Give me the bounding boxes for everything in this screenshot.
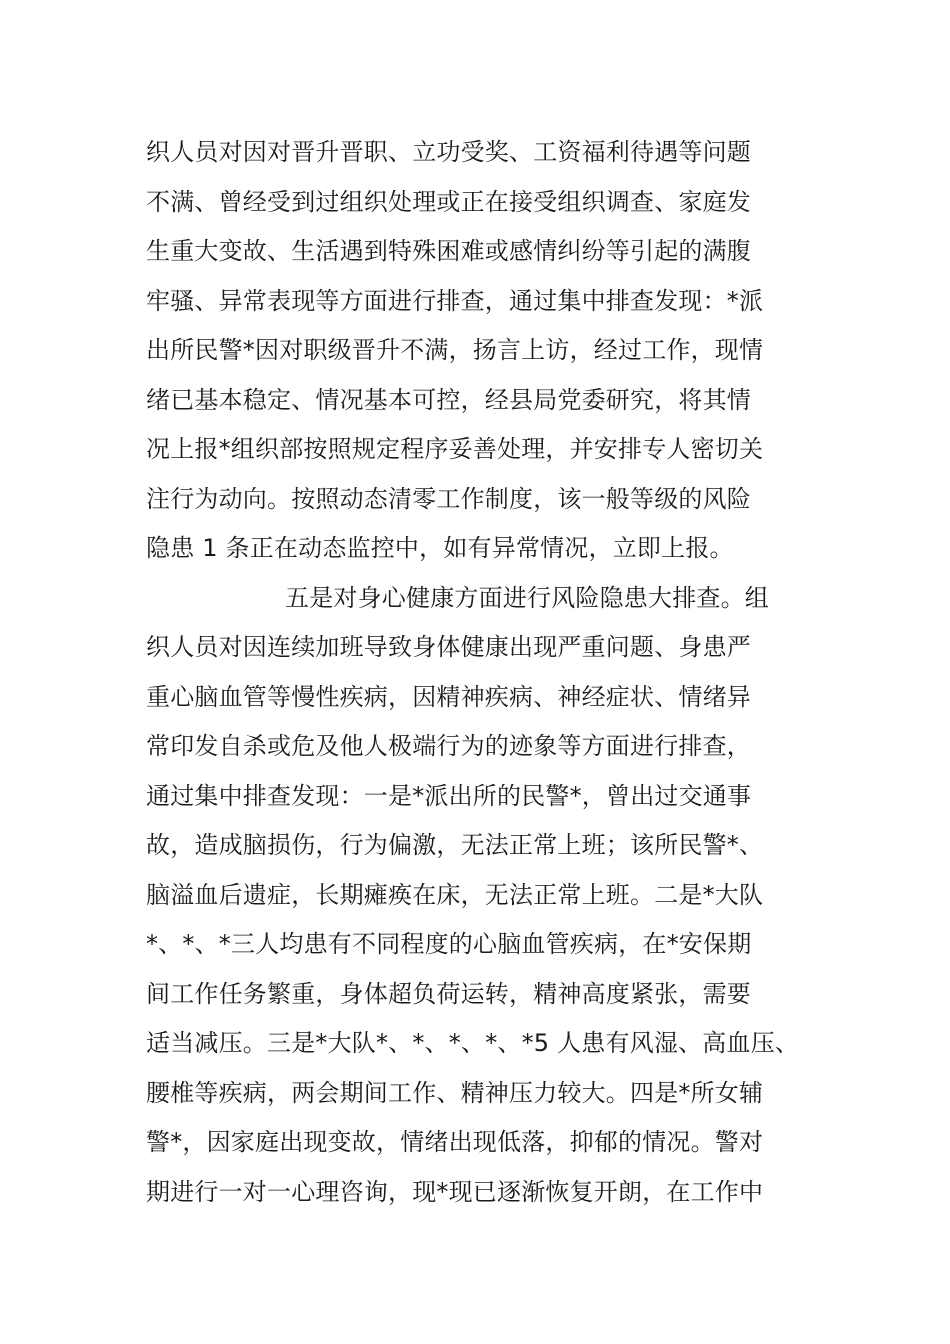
text-line: 牢骚、异常表现等方面进行排查，通过集中排查发现：*派: [146, 286, 764, 315]
text-line: 不满、曾经受到过组织处理或正在接受组织调查、家庭发: [146, 187, 751, 216]
text-line: 出所民警*因对职级晋升不满，扬言上访，经过工作，现情: [146, 336, 764, 364]
text-line: 生重大变故、生活遇到特殊困难或感情纠纷等引起的满腹: [146, 237, 751, 265]
text-line: 故，造成脑损伤，行为偏激，无法正常上班；该所民警*、: [146, 831, 764, 859]
text-line: 织人员对因对晋升晋职、立功受奖、工资福利待遇等问题: [146, 138, 751, 166]
paragraph-2: [146, 574, 846, 1218]
text-line: 适当减压。三是*大队*、*、*、*、*5 人患有风湿、高血压、: [146, 1029, 800, 1057]
document-body: [146, 128, 846, 1217]
paragraph-1: [146, 128, 846, 574]
text-line: 注行为动向。按照动态清零工作制度，该一般等级的风险: [146, 484, 751, 513]
text-line: 五是对身心健康方面进行风险隐患大排查。组: [285, 583, 769, 612]
text-line: 腰椎等疾病，两会期间工作、精神压力较大。四是*所女辅: [146, 1078, 764, 1107]
text-line: 间工作任务繁重，身体超负荷运转，精神高度紧张，需要: [146, 979, 751, 1008]
text-line: 期进行一对一心理咨询，现*现已逐渐恢复开朗，在工作中: [146, 1177, 764, 1206]
text-line: 况上报*组织部按照规定程序妥善处理，并安排专人密切关: [146, 435, 764, 463]
text-line: 警*，因家庭出现变故，情绪出现低落，抑郁的情况。警对: [146, 1128, 764, 1156]
text-line: *、*、*三人均患有不同程度的心脑血管疾病，在*安保期: [146, 930, 752, 958]
text-line: 织人员对因连续加班导致身体健康出现严重问题、身患严: [146, 633, 751, 661]
text-line: 重心脑血管等慢性疾病，因精神疾病、神经症状、情绪异: [146, 682, 751, 711]
text-line: 绪已基本稳定、情况基本可控，经县局党委研究，将其情: [146, 385, 751, 414]
text-line: 隐患 1 条正在动态监控中，如有异常情况，立即上报。: [146, 534, 734, 562]
text-line: 脑溢血后遗症，长期瘫痪在床，无法正常上班。二是*大队: [146, 880, 764, 909]
text-line: 常印发自杀或危及他人极端行为的迹象等方面进行排查，: [146, 732, 751, 760]
text-line: 通过集中排查发现：一是*派出所的民警*，曾出过交通事: [146, 781, 752, 810]
